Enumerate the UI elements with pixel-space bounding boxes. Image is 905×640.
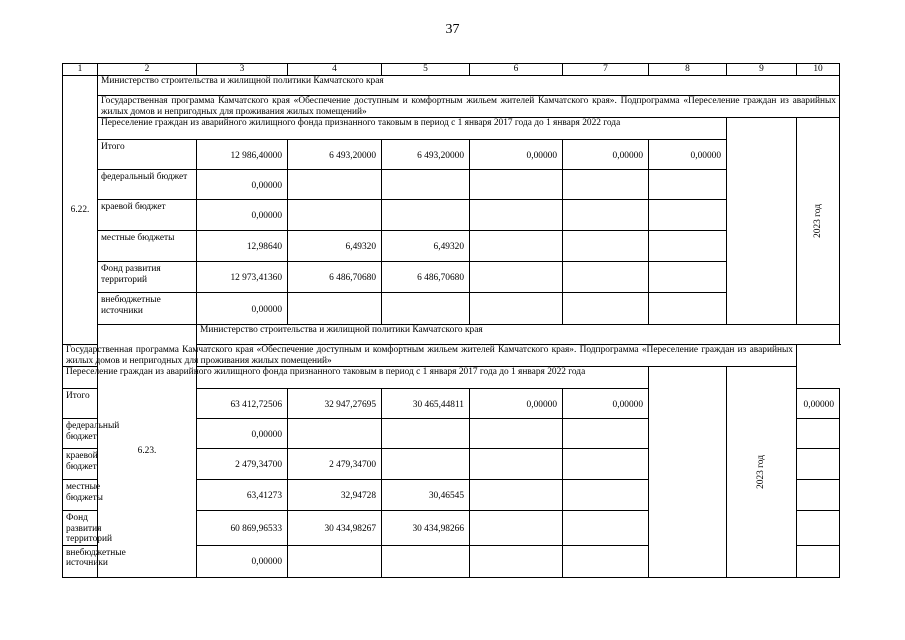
value-cell-col3: 12,98640 — [197, 231, 288, 262]
value-cell-col7 — [563, 419, 649, 449]
funding-source-label: Итого — [98, 140, 197, 170]
measure-row — [63, 367, 840, 389]
value-cell-col5: 30 465,44811 — [382, 389, 470, 419]
value-cell-col3: 12 986,40000 — [197, 140, 288, 170]
value-cell-col4: 2 479,34700 — [288, 449, 382, 480]
year-label: 2023 год — [812, 204, 823, 239]
value-cell-col8 — [797, 449, 840, 480]
column-header: 4 — [288, 64, 382, 76]
value-cell-col4 — [288, 545, 382, 577]
column-header: 2 — [98, 64, 197, 76]
value-cell-col3: 0,00000 — [197, 419, 288, 449]
table-row — [63, 262, 840, 293]
table-row — [63, 200, 840, 231]
year-cell — [727, 367, 797, 578]
table-row — [63, 140, 840, 170]
funding-source-label: краевой бюджет — [63, 449, 98, 480]
value-cell-col5 — [382, 545, 470, 577]
value-cell-col4: 30 434,98267 — [288, 511, 382, 546]
table-row — [63, 293, 840, 325]
item-index: 6.22. — [63, 76, 98, 345]
year-label: 2023 год — [756, 454, 767, 489]
value-cell-col4: 32 947,27695 — [288, 389, 382, 419]
funding-source-label: Фонд развития территорий — [98, 262, 197, 293]
funding-source-label: Фонд развития территорий — [63, 511, 98, 546]
ministry-name: Министерство строительства и жилищной политики Камчатского края — [98, 76, 840, 96]
column-9-cell — [649, 367, 727, 578]
table-row — [63, 231, 840, 262]
value-cell-col6 — [470, 449, 563, 480]
value-cell-col8 — [797, 419, 840, 449]
funding-source-label: федеральный бюджет — [98, 170, 197, 200]
funding-source-label: внебюджетные источники — [63, 545, 98, 577]
column-header: 1 — [63, 64, 98, 76]
value-cell-col8: 0,00000 — [797, 389, 840, 419]
value-cell-col3: 0,00000 — [197, 293, 288, 325]
column-header-row — [63, 64, 840, 76]
ministry-name: Министерство строительства и жилищной политики Камчатского края — [197, 325, 840, 345]
column-9-cell — [727, 118, 797, 325]
financing-table — [62, 63, 840, 578]
value-cell-col3: 60 869,96533 — [197, 511, 288, 546]
value-cell-col6 — [470, 200, 563, 231]
value-cell-col5 — [382, 170, 470, 200]
value-cell-col5: 30,46545 — [382, 480, 470, 511]
value-cell-col8 — [797, 545, 840, 577]
value-cell-col8 — [649, 293, 727, 325]
value-cell-col7 — [563, 293, 649, 325]
measure-name: Переселение граждан из аварийного жилищного фонда признанного таковым в период с 1 января 2017 года до 1 января 2022 года — [98, 118, 727, 140]
value-cell-col6 — [470, 419, 563, 449]
value-cell-col4 — [288, 293, 382, 325]
program-name: Государственная программа Камчатского края «Обеспечение доступным и комфортным жильем жителей Камчатского края». Подпрограмма «Переселение граждан из аварийных жилых домов и непригодных для проживания жилых помещений» — [63, 345, 797, 367]
funding-source-label: федеральный бюджет — [63, 419, 98, 449]
page-number: 37 — [445, 22, 460, 37]
column-header: 9 — [727, 64, 797, 76]
value-cell-col8 — [649, 262, 727, 293]
value-cell-col7 — [563, 511, 649, 546]
value-cell-col5: 6 486,70680 — [382, 262, 470, 293]
column-header: 8 — [649, 64, 727, 76]
value-cell-col4 — [288, 170, 382, 200]
column-header: 10 — [797, 64, 840, 76]
value-cell-col7 — [563, 480, 649, 511]
value-cell-col3: 0,00000 — [197, 200, 288, 231]
ministry-row — [63, 76, 840, 96]
value-cell-col7: 0,00000 — [563, 140, 649, 170]
funding-source-label: Итого — [63, 389, 98, 419]
value-cell-col3: 63 412,72506 — [197, 389, 288, 419]
table-row — [63, 170, 840, 200]
program-name: Государственная программа Камчатского края «Обеспечение доступным и комфортным жильем жителей Камчатского края». Подпрограмма «Переселение граждан из аварийных жилых домов и непригодных для проживания жилых помещений» — [98, 96, 840, 118]
value-cell-col8 — [797, 480, 840, 511]
funding-source-label: местные бюджеты — [98, 231, 197, 262]
funding-source-label: внебюджетные источники — [98, 293, 197, 325]
funding-source-label: краевой бюджет — [98, 200, 197, 231]
value-cell-col4 — [288, 419, 382, 449]
value-cell-col6 — [470, 231, 563, 262]
value-cell-col4: 6 493,20000 — [288, 140, 382, 170]
measure-row — [63, 118, 840, 140]
value-cell-col7 — [563, 200, 649, 231]
measure-name: Переселение граждан из аварийного жилищного фонда признанного таковым в период с 1 января 2017 года до 1 января 2022 года — [63, 367, 649, 389]
column-header: 6 — [470, 64, 563, 76]
value-cell-col5 — [382, 419, 470, 449]
value-cell-col7 — [563, 545, 649, 577]
value-cell-col8 — [649, 170, 727, 200]
ministry-row — [63, 325, 840, 345]
value-cell-col7 — [563, 231, 649, 262]
value-cell-col5 — [382, 200, 470, 231]
value-cell-col7: 0,00000 — [563, 389, 649, 419]
value-cell-col4: 32,94728 — [288, 480, 382, 511]
value-cell-col6 — [470, 170, 563, 200]
value-cell-col8 — [649, 231, 727, 262]
program-row — [63, 345, 840, 367]
value-cell-col6: 0,00000 — [470, 140, 563, 170]
program-row — [63, 96, 840, 118]
value-cell-col3: 63,41273 — [197, 480, 288, 511]
value-cell-col5: 6 493,20000 — [382, 140, 470, 170]
value-cell-col8: 0,00000 — [649, 140, 727, 170]
value-cell-col3: 2 479,34700 — [197, 449, 288, 480]
value-cell-col4 — [288, 200, 382, 231]
value-cell-col5: 30 434,98266 — [382, 511, 470, 546]
value-cell-col8 — [649, 200, 727, 231]
value-cell-col7 — [563, 262, 649, 293]
year-cell — [797, 118, 840, 325]
column-header: 5 — [382, 64, 470, 76]
value-cell-col7 — [563, 170, 649, 200]
value-cell-col6: 0,00000 — [470, 389, 563, 419]
value-cell-col8 — [797, 511, 840, 546]
value-cell-col3: 0,00000 — [197, 170, 288, 200]
value-cell-col6 — [470, 545, 563, 577]
value-cell-col6 — [470, 511, 563, 546]
value-cell-col6 — [470, 480, 563, 511]
value-cell-col5: 6,49320 — [382, 231, 470, 262]
value-cell-col6 — [470, 293, 563, 325]
value-cell-col3: 12 973,41360 — [197, 262, 288, 293]
value-cell-col4: 6,49320 — [288, 231, 382, 262]
column-header: 3 — [197, 64, 288, 76]
value-cell-col5 — [382, 293, 470, 325]
value-cell-col7 — [563, 449, 649, 480]
column-header: 7 — [563, 64, 649, 76]
value-cell-col5 — [382, 449, 470, 480]
value-cell-col4: 6 486,70680 — [288, 262, 382, 293]
value-cell-col3: 0,00000 — [197, 545, 288, 577]
item-index: 6.23. — [98, 325, 197, 578]
funding-source-label: местные бюджеты — [63, 480, 98, 511]
value-cell-col6 — [470, 262, 563, 293]
